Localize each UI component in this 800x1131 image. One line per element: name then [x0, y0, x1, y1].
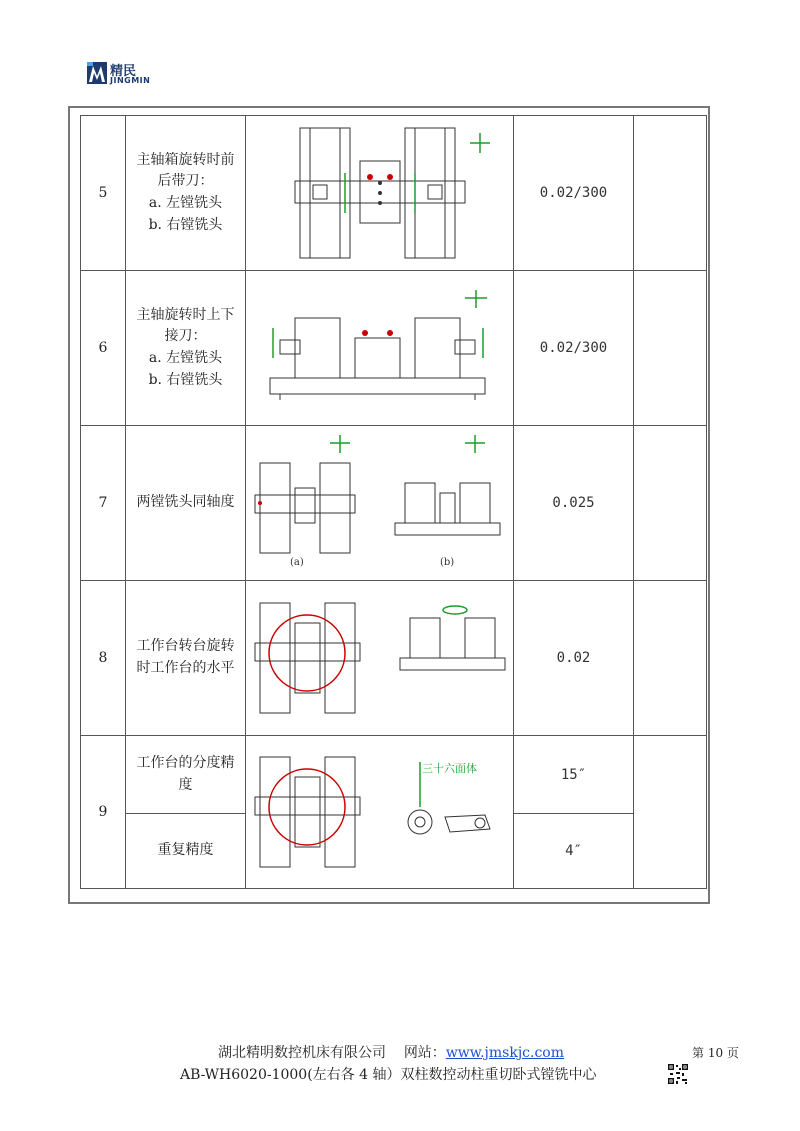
caption-b: (b) [439, 557, 454, 568]
model-line: AB-WH6020-1000(左右各 4 轴）双柱数控动柱重切卧式镗铣中心 [180, 1067, 597, 1083]
spindle-front-back-diagram [265, 123, 495, 263]
inspection-item: 重复精度 [126, 814, 246, 889]
diagram-cell [246, 271, 514, 426]
measured-cell [634, 581, 707, 736]
website-link[interactable]: www.jmskjc.com [445, 1045, 565, 1061]
diagram-cell [246, 736, 514, 889]
table-row [81, 426, 707, 581]
logo-mark-icon [86, 58, 108, 88]
table-row [81, 116, 707, 271]
inspection-item: 主轴箱旋转时前 后带刀： a. 左镗铣头 b. 右镗铣头 [126, 116, 246, 271]
measured-cell [634, 116, 707, 271]
table-row [81, 271, 707, 426]
logo-text-en: JINGMIN [110, 76, 151, 85]
tolerance-value: 0.02 [514, 581, 634, 736]
company-name: 湖北精明数控机床有限公司 [218, 1045, 386, 1061]
site-label: 网站： [403, 1045, 446, 1061]
inspection-table [80, 115, 707, 889]
measured-cell [634, 426, 707, 581]
company-logo [86, 58, 176, 90]
tolerance-value: 15″ [514, 736, 634, 814]
tolerance-value: 0.02/300 [514, 271, 634, 426]
table-rotation-level-diagram [250, 598, 510, 718]
row-number: 8 [81, 581, 126, 736]
logo-text-cn: 精民 [110, 64, 137, 79]
footer-line-1 [218, 1042, 564, 1062]
measured-cell [634, 271, 707, 426]
tolerance-value: 0.02/300 [514, 116, 634, 271]
row-number: 7 [81, 426, 126, 581]
diagram-cell [246, 581, 514, 736]
row-number: 5 [81, 116, 126, 271]
measured-cell [634, 736, 707, 889]
table-row [81, 581, 707, 736]
diagram-cell [246, 116, 514, 271]
annotation-label: 三十六面体 [421, 762, 477, 775]
table-row [81, 736, 707, 814]
tolerance-value: 4″ [514, 814, 634, 889]
row-number: 9 [81, 736, 126, 889]
coaxiality-diagram [250, 433, 510, 573]
tolerance-value: 0.025 [514, 426, 634, 581]
indexing-accuracy-diagram [250, 737, 510, 887]
row-number: 6 [81, 271, 126, 426]
inspection-item: 工作台的分度精 度 [126, 736, 246, 814]
qr-code-icon[interactable] [667, 1063, 689, 1085]
caption-a: (a) [289, 557, 304, 568]
inspection-item: 主轴旋转时上下 接刀： a. 左镗铣头 b. 右镗铣头 [126, 271, 246, 426]
spindle-up-down-diagram [265, 288, 495, 408]
page-number: 第 10 页 [692, 1046, 739, 1060]
inspection-item: 工作台转台旋转 时工作台的水平 [126, 581, 246, 736]
diagram-cell [246, 426, 514, 581]
inspection-item: 两镗铣头同轴度 [126, 426, 246, 581]
